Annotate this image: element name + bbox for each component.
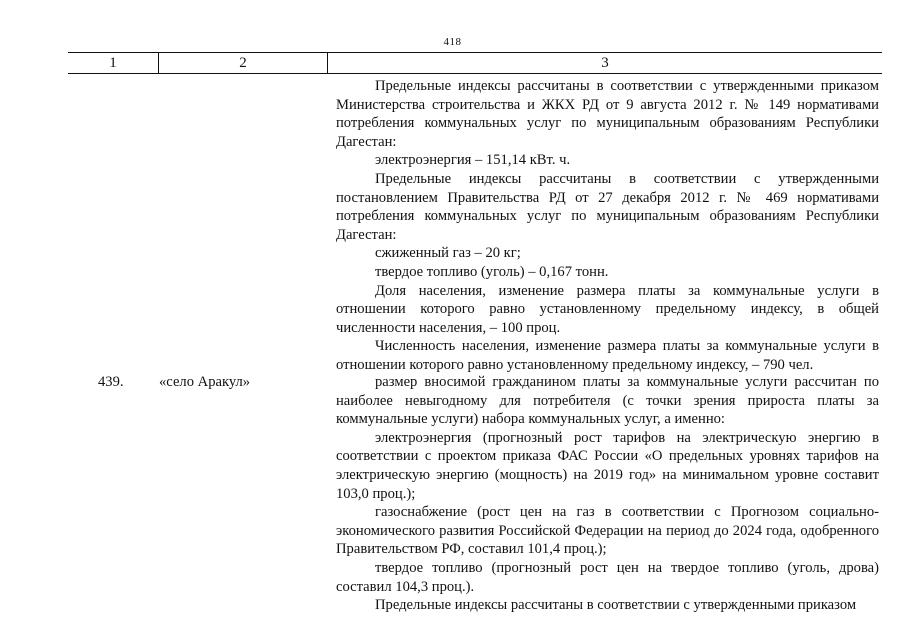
paragraph: твердое топливо (прогнозный рост цен на твердое топливо (уголь, дрова) составил 104,3 проц.). xyxy=(336,559,879,595)
page-number: 418 xyxy=(443,36,462,48)
row-number: 439. xyxy=(98,374,124,390)
paragraph: размер вносимой гражданином платы за коммунальные услуги рассчитан по наиболее невыгодному для потребителя (с точки зрения прироста платы за коммунальные услуги) набора коммунальных услуг, а именно: xyxy=(336,374,879,428)
row-438-content xyxy=(336,77,879,375)
header-col-3: 3 xyxy=(601,55,609,71)
paragraph: твердое топливо (уголь) – 0,167 тонн. xyxy=(375,263,609,280)
header-col-1: 1 xyxy=(109,55,117,71)
row-439-content xyxy=(336,373,879,615)
paragraph: Доля населения, изменение размера платы за коммунальные услуги в отношении которого равно установленному предельному индексу, в общей численности населения, – 100 проц. xyxy=(336,282,879,336)
table-header-row xyxy=(68,52,882,74)
paragraph: Предельные индексы рассчитаны в соответствии с утвержденными приказом xyxy=(375,597,857,614)
paragraph: Численность населения, изменение размера платы за коммунальные услуги в отношении которого равно установленному предельному индексу, – 790 чел. xyxy=(336,338,879,373)
paragraph: сжиженный газ – 20 кг; xyxy=(375,245,521,262)
settlement-name: «село Аракул» xyxy=(159,374,251,390)
paragraph: электроэнергия (прогнозный рост тарифов на электрическую энергию в соответствии с проектом приказа ФАС России «О предельных уровнях тарифов на электрическую энергию (мощность) на 2019 год» на минимальном уровне составит 103,0 проц.); xyxy=(336,429,879,502)
paragraph: Предельные индексы рассчитаны в соответствии с утвержденными приказом Министерства строительства и ЖКХ РД от 9 августа 2012 г. № 149 нормативами потребления коммунальных услуг по муниципальным образованиям Республики Дагестан: xyxy=(336,78,879,150)
paragraph: Предельные индексы рассчитаны в соответствии с утвержденными постановлением Правительства РД от 27 декабря 2012 г. № 469 нормативами потребления коммунальных услуг по муниципальным образованиям Республики Дагестан: xyxy=(336,170,879,243)
header-col-2: 2 xyxy=(239,55,247,71)
paragraph: электроэнергия – 151,14 кВт. ч. xyxy=(375,152,571,169)
paragraph: газоснабжение (рост цен на газ в соответствии с Прогнозом социально-экономического развития Российской Федерации на период до 2024 года, одобренного Правительством РФ, составил 101,4 проц.); xyxy=(336,504,879,558)
